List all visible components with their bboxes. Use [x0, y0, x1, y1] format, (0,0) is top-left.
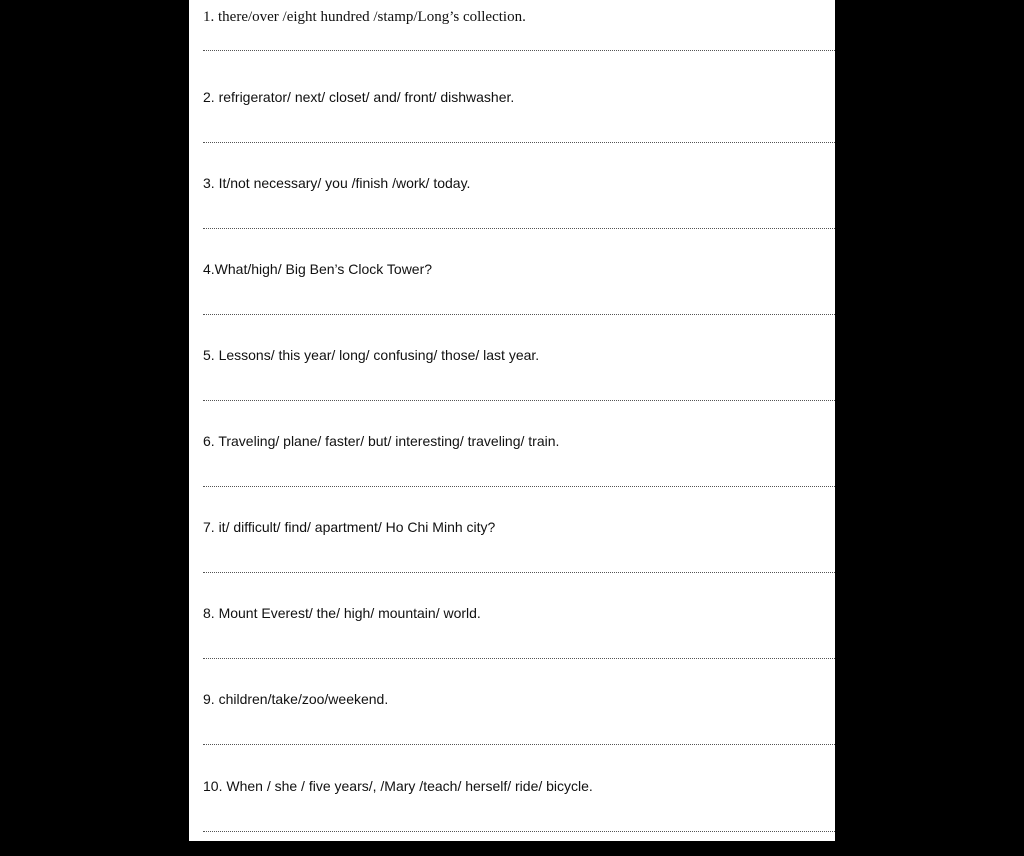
question-10	[203, 776, 835, 856]
question-8	[203, 603, 835, 683]
answer-line[interactable]	[203, 228, 835, 229]
question-text: 6. Traveling/ plane/ faster/ but/ interesting/ traveling/ train.	[203, 433, 560, 449]
answer-line[interactable]	[203, 314, 835, 315]
answer-line[interactable]	[203, 486, 835, 487]
question-text: 3. It/not necessary/ you /finish /work/ today.	[203, 175, 471, 191]
question-7	[203, 517, 835, 597]
question-9	[203, 689, 835, 769]
question-text: 2. refrigerator/ next/ closet/ and/ front/ dishwasher.	[203, 89, 515, 105]
question-2	[203, 87, 835, 167]
question-5	[203, 345, 835, 425]
question-text: 10. When / she / five years/, /Mary /teach/ herself/ ride/ bicycle.	[203, 778, 593, 794]
answer-line[interactable]	[203, 744, 835, 745]
question-6	[203, 431, 835, 511]
question-text: 8. Mount Everest/ the/ high/ mountain/ world.	[203, 605, 481, 621]
answer-line[interactable]	[203, 142, 835, 143]
answer-line[interactable]	[203, 400, 835, 401]
question-text: 5. Lessons/ this year/ long/ confusing/ those/ last year.	[203, 347, 540, 363]
question-3	[203, 173, 835, 253]
question-text: 1. there/over /eight hundred /stamp/Long’s collection.	[203, 9, 526, 25]
question-1	[203, 7, 835, 87]
question-text: 7. it/ difficult/ find/ apartment/ Ho Chi Minh city?	[203, 519, 496, 535]
question-4	[203, 259, 835, 339]
question-text: 4.What/high/ Big Ben’s Clock Tower?	[203, 261, 433, 277]
answer-line[interactable]	[203, 572, 835, 573]
answer-line[interactable]	[203, 50, 835, 51]
worksheet-page	[189, 0, 835, 841]
question-text: 9. children/take/zoo/weekend.	[203, 691, 389, 707]
answer-line[interactable]	[203, 831, 835, 832]
answer-line[interactable]	[203, 658, 835, 659]
